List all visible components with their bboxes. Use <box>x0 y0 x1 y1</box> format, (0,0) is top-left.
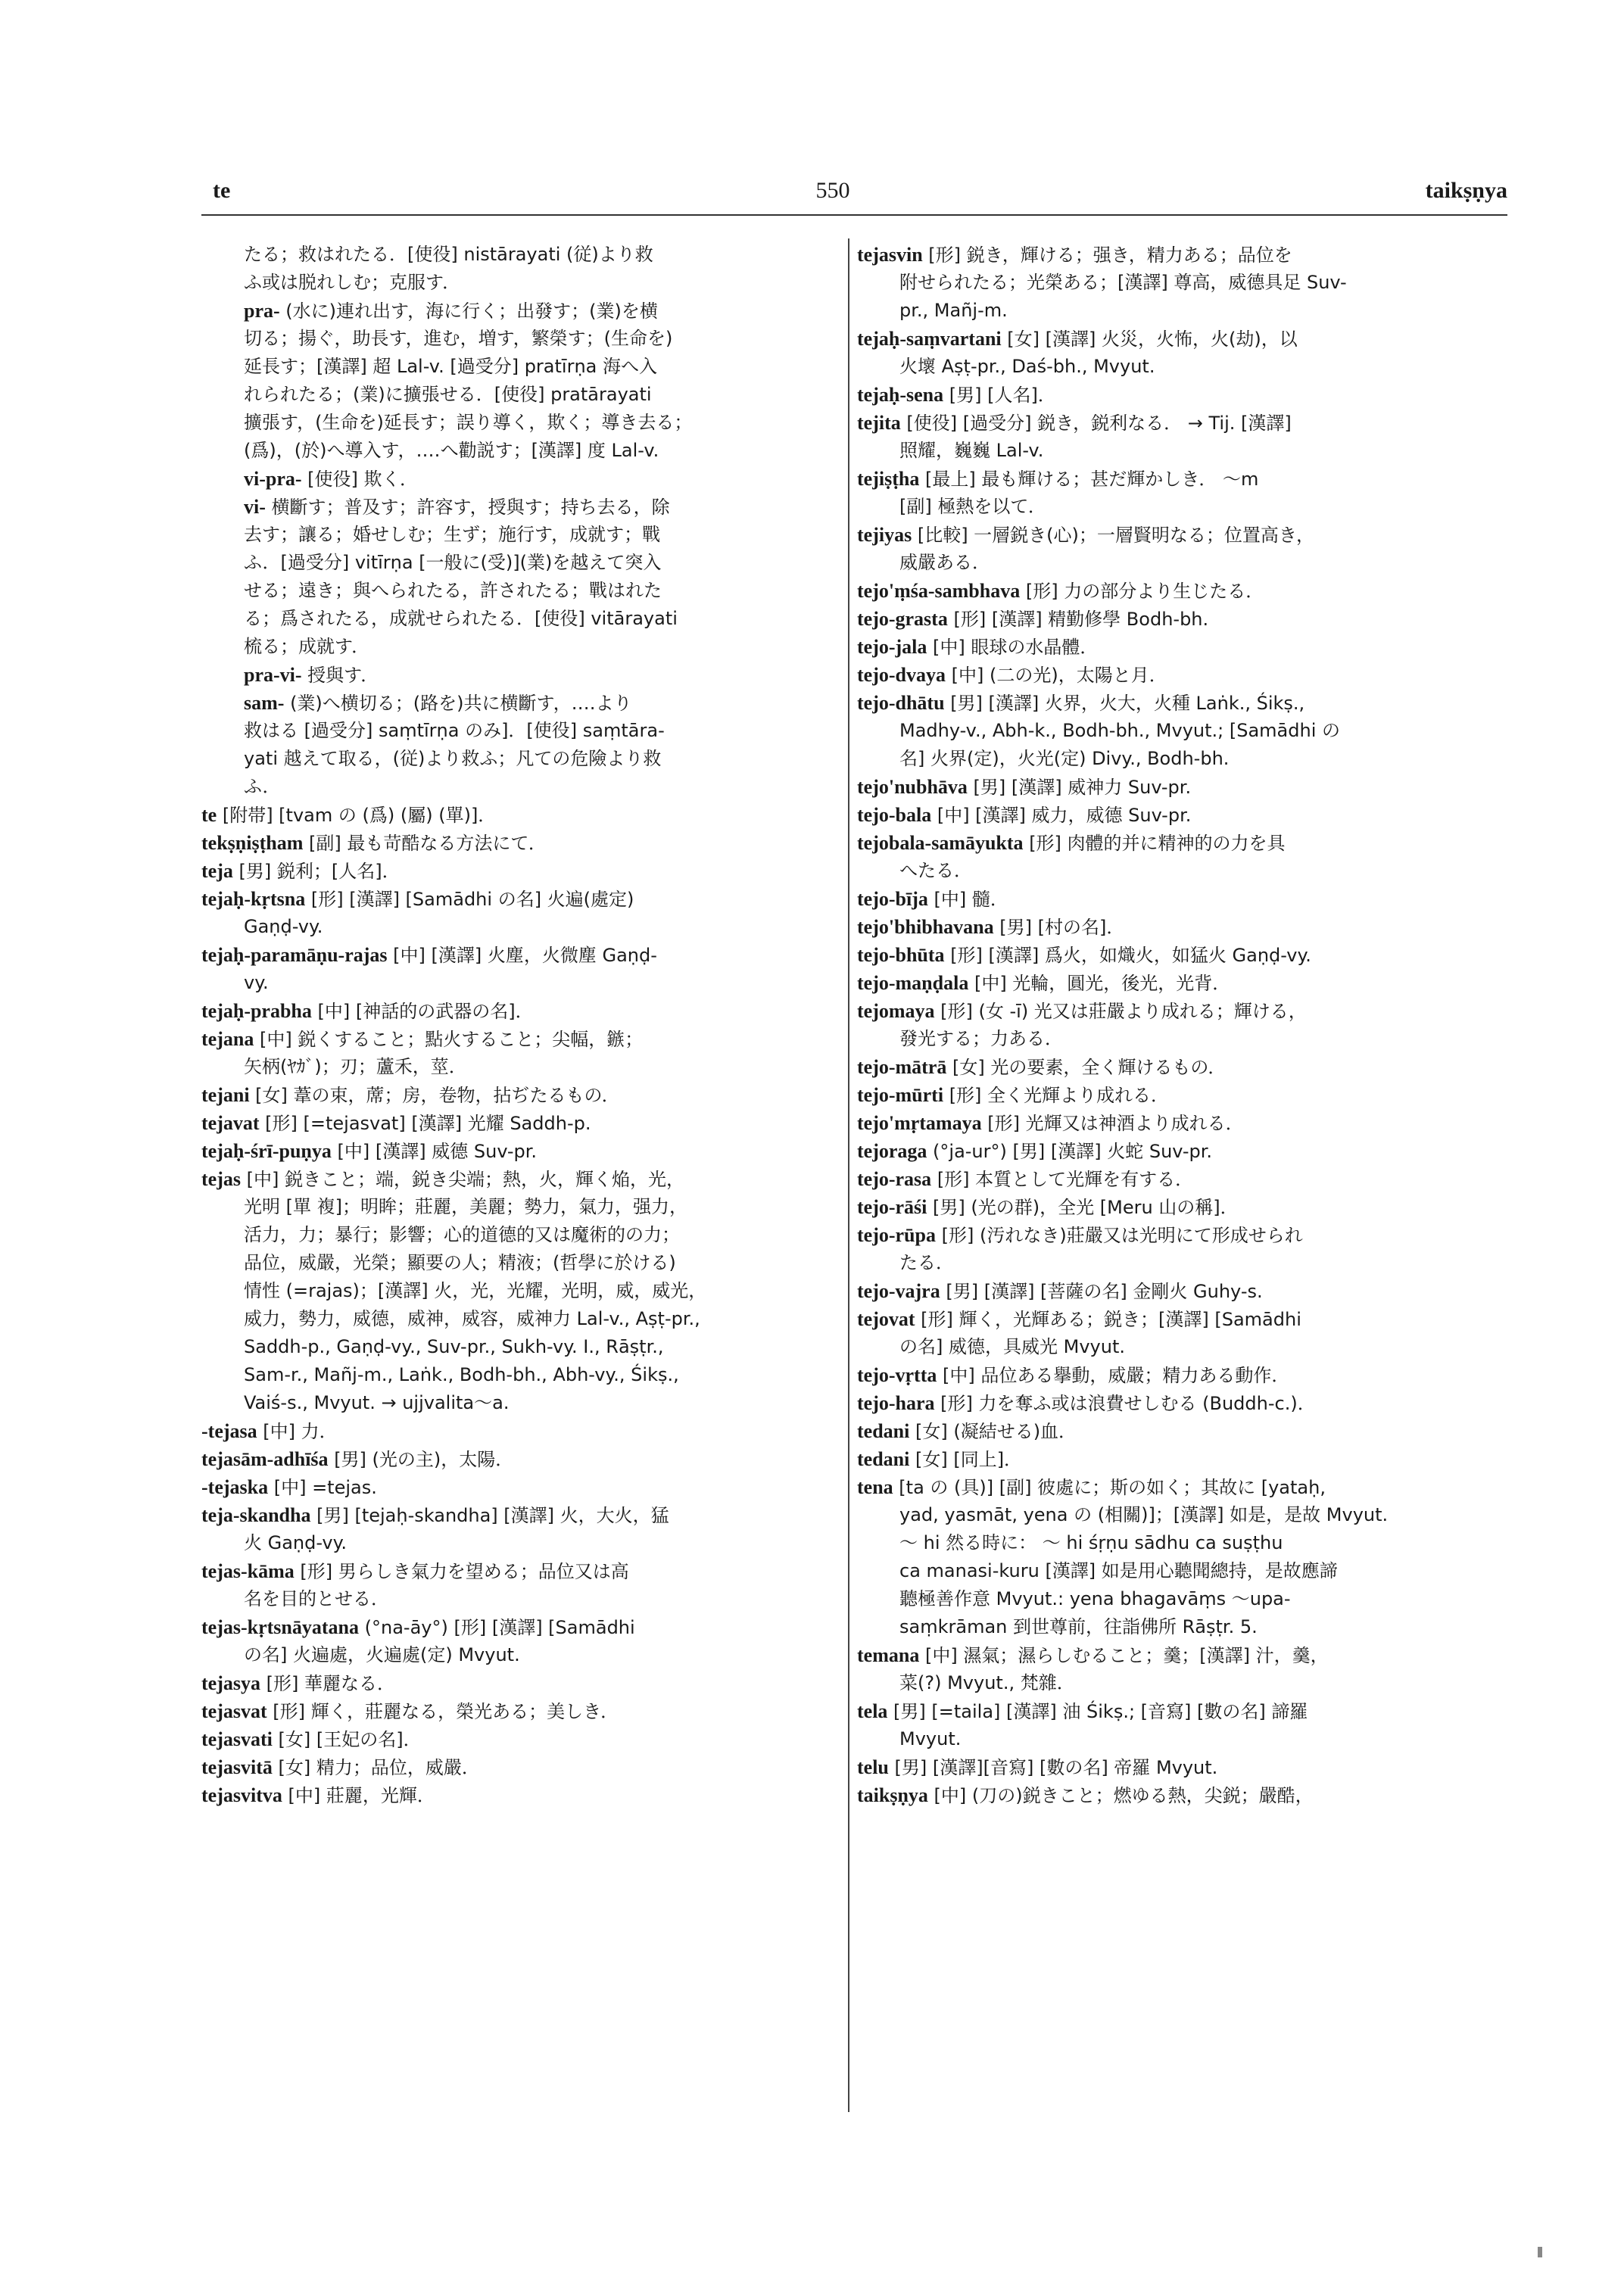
entry-line <box>857 1305 1497 1333</box>
definition-text: [男] [tejaḥ-skandha] [漢譯] 火，大火，猛 <box>310 1505 669 1526</box>
definition-text: [中] (二の光)，太陽と月． <box>945 665 1167 686</box>
definition-text: [形] 全く光輝より成れる． <box>943 1085 1170 1106</box>
entry-line <box>857 1725 1497 1753</box>
entry-line <box>201 1249 830 1277</box>
definition-text: [女] 精力；品位，威嚴． <box>272 1757 480 1778</box>
entry-line <box>201 493 830 521</box>
entry-line <box>857 605 1497 633</box>
definition-text: 照耀，巍巍 Lal-v. <box>899 440 1044 461</box>
definition-text: 名を目的とせる． <box>244 1588 389 1609</box>
headword: telu <box>857 1756 889 1778</box>
entry-line <box>857 409 1497 437</box>
headword: tejas <box>201 1168 241 1190</box>
entry-line <box>201 1165 830 1193</box>
entry-line <box>201 1473 830 1501</box>
definition-text: (業)へ横切る；(路を)共に横斷す，‥‥より <box>284 693 632 714</box>
page-number: 550 <box>815 178 850 203</box>
definition-text: ふ．[過受分] vitīrṇa [一般に(受)](業)を越えて突入 <box>244 552 662 573</box>
entry-line <box>857 493 1497 521</box>
definition-text: [中] [漢譯] 威力，威德 Suv-pr. <box>931 805 1192 826</box>
entry-line <box>201 1445 830 1473</box>
definition-text: の名] 火遍處，火遍處(定) Mvyut. <box>244 1644 520 1665</box>
headword: teja-skandha <box>201 1504 311 1526</box>
definition-text: [形] [漢譯] 精勤修學 Bodh-bh. <box>947 609 1209 630</box>
definition-text: 名] 火界(定)，火光(定) Divy., Bodh-bh. <box>899 748 1230 769</box>
entry-line <box>201 1697 830 1725</box>
entry-line <box>201 549 830 577</box>
headword: tejo-bīja <box>857 888 928 910</box>
headword: tejo-hara <box>857 1392 935 1414</box>
headword: tejasvat <box>201 1700 267 1722</box>
headword: tejo-vajra <box>857 1280 940 1302</box>
definition-text: [男] [=taila] [漢譯] 油 Śikṣ.; [音寫] [數の名] 諦羅 <box>887 1701 1308 1722</box>
entry-line <box>201 1417 830 1445</box>
definition-text: [女] 葦の束，蓆；房，卷物，拈ぢたるもの． <box>249 1085 620 1106</box>
definition-text: [中] (刀の)鋭きこと；燃ゆる熱，尖鋭；嚴酷， <box>927 1785 1314 1806</box>
definition-text: たる；救はれたる．[使役] nistārayati (従)より救 <box>244 244 653 265</box>
entry-line <box>857 437 1497 465</box>
definition-text: 矢柄(ﾔｶﾞ)；刃；蘆禾，莖． <box>244 1056 467 1077</box>
headword: tejo-jala <box>857 636 927 658</box>
definition-text: 延長す；[漢譯] 超 Lal-v. [過受分] pratīrṇa 海へ入 <box>244 356 657 377</box>
entry-line <box>201 829 830 857</box>
definition-text: [男] (光の群)，全光 [Meru 山の稱]． <box>927 1197 1239 1218</box>
entry-line <box>857 1053 1497 1081</box>
definition-text: 聽極善作意 Mvyut.: yena bhagavāṃs 〜upa- <box>899 1588 1291 1609</box>
entry-line <box>857 381 1497 409</box>
entry-line <box>857 1473 1497 1501</box>
definition-text: 發光する；力ある． <box>899 1028 1063 1049</box>
entry-line <box>201 409 830 437</box>
entry-line <box>201 577 830 605</box>
headword: tejo'nubhāva <box>857 776 968 798</box>
definition-text: [中] 力． <box>257 1421 338 1442</box>
entry-line <box>857 1193 1497 1221</box>
definition-text: 火 Gaṇḍ-vy. <box>244 1532 348 1553</box>
entry-line <box>857 1109 1497 1137</box>
entry-line <box>201 1781 830 1809</box>
definition-text: yati 越えて取る，(従)より救ふ；凡ての危險より救 <box>244 748 662 769</box>
entry-line <box>201 353 830 381</box>
definition-text: vy. <box>244 972 269 993</box>
definition-text: [形] 力の部分より生じたる． <box>1020 581 1264 602</box>
headword: sam- <box>244 692 285 714</box>
definition-text: [ta の (具)] [副] 彼處に；斯の如く；其故に [yataḥ, <box>893 1477 1326 1498</box>
definition-text: る；爲されたる，成就せられたる．[使役] vitārayati <box>244 608 678 629</box>
entry-line <box>201 297 830 325</box>
headword: tejo'bhibhavana <box>857 916 994 938</box>
definition-text: 附せられたる；光榮ある；[漢譯] 尊高，威德具足 Suv- <box>899 272 1347 293</box>
definition-text: 救はる [過受分] saṃtīrṇa のみ]．[使役] saṃtāra- <box>244 720 665 741</box>
definition-text: [男] [漢譯] 威神力 Suv-pr. <box>967 777 1192 798</box>
entry-line <box>201 969 830 997</box>
headword: taikṣṇya <box>857 1784 928 1806</box>
entry-line <box>201 1277 830 1305</box>
entry-line <box>857 801 1497 829</box>
running-head-left: te <box>213 178 231 203</box>
entry-line <box>857 297 1497 325</box>
entry-line <box>201 1305 830 1333</box>
headword: tejas-kṛtsnāyatana <box>201 1616 359 1638</box>
definition-text: Mvyut. <box>899 1728 962 1749</box>
entry-line <box>201 1137 830 1165</box>
headword: -tejasa <box>201 1420 257 1442</box>
headword: pra- <box>244 300 280 322</box>
entry-line <box>201 1025 830 1053</box>
entry-line <box>201 1361 830 1389</box>
entry-line <box>857 745 1497 773</box>
entry-line <box>857 465 1497 493</box>
entry-line <box>201 633 830 661</box>
definition-text: [女] [同上]． <box>909 1449 1023 1470</box>
entry-line <box>857 1165 1497 1193</box>
headword: tejaḥ-śrī-puṇya <box>201 1140 332 1162</box>
entry-line <box>201 1529 830 1557</box>
entry-line <box>857 913 1497 941</box>
headword: tejovat <box>857 1308 915 1330</box>
definition-text: [使役] 欺く． <box>301 469 419 490</box>
definition-text: [形] 鋭き，輝ける；强き，精力ある；品位を <box>922 245 1292 266</box>
headword: tejoraga <box>857 1140 927 1162</box>
entry-line <box>201 1193 830 1221</box>
definition-text: [附帯] [tvam の (爲) (屬) (單)]． <box>217 805 497 826</box>
headword: tejasvin <box>857 244 923 266</box>
entry-line <box>857 885 1497 913</box>
headword: teja <box>201 860 233 882</box>
definition-text: [中] 鋭くすること；點火すること；尖幅，鏃； <box>254 1029 644 1050</box>
entry-line <box>857 717 1497 745</box>
entry-line <box>857 325 1497 353</box>
definition-text: 切る；揚ぐ，助長す，進む，増す，繁榮す；(生命を) <box>244 328 673 349</box>
entry-line <box>201 745 830 773</box>
headword: tekṣṇiṣṭham <box>201 832 304 854</box>
headword: tejaḥ-sena <box>857 384 944 406</box>
headword: -tejaska <box>201 1476 269 1498</box>
definition-text: 品位，威嚴，光榮；顯要の人；精液；(哲學に於ける) <box>244 1252 676 1273</box>
definition-text: せる；遠き；與へられたる，許されたる；戰はれた <box>244 580 662 601</box>
definition-text: (水に)連れ出す，海に行く；出發す；(業)を横 <box>279 301 658 322</box>
entry-line <box>857 773 1497 801</box>
entry-line <box>857 689 1497 717</box>
definition-text: [男] [漢譯][音寫] [數の名] 帝羅 Mvyut. <box>888 1757 1218 1778</box>
definition-text: [形] [=tejasvat] [漢譯] 光耀 Saddh-p. <box>259 1113 591 1134</box>
headword: tejo'ṃśa-sambhava <box>857 580 1021 602</box>
definition-text: [男] [村の名]． <box>993 917 1125 938</box>
definition-text: [男] [漢譯] [菩薩の名] 金剛火 Guhy-s. <box>940 1281 1263 1302</box>
entry-line <box>857 1613 1497 1641</box>
definition-text: [形] [漢譯] [Samādhi の名] 火遍(處定) <box>305 889 634 910</box>
headword: tejo-dvaya <box>857 664 946 686</box>
entry-line <box>857 1697 1497 1725</box>
entry-line <box>201 1613 830 1641</box>
entry-line <box>857 1641 1497 1669</box>
definition-text: [中] 鋭きこと；端，鋭き尖端；熱，火，輝く焔，光， <box>240 1169 684 1190</box>
headword: tejaḥ-prabha <box>201 1000 312 1022</box>
entry-line <box>857 941 1497 969</box>
definition-text: [形] [漢譯] 爲火，如熾火，如猛火 Gaṇḍ-vy. <box>944 945 1311 966</box>
entry-line <box>857 1669 1497 1697</box>
entry-line <box>201 689 830 717</box>
definition-text: (°ja-ur°) [男] [漢譯] 火蛇 Suv-pr. <box>927 1141 1213 1162</box>
definition-text: [形] 力を奪ふ或は浪費せしむる (Buddh-c.)． <box>934 1393 1316 1414</box>
headword: tejani <box>201 1084 250 1106</box>
entry-line <box>857 1389 1497 1417</box>
headword: pra-vi- <box>244 664 302 686</box>
entry-line <box>857 1081 1497 1109</box>
headword: tejo-rāśi <box>857 1196 927 1218</box>
column-divider <box>848 238 849 2112</box>
entry-line <box>201 885 830 913</box>
entry-line <box>201 857 830 885</box>
definition-text: 擴張す，(生命を)延長す；誤り導く，欺く；導き去る； <box>244 412 693 433</box>
headword: tejo-rasa <box>857 1168 932 1190</box>
headword: tejasya <box>201 1672 260 1694</box>
definition-text: Sam-r., Mañj-m., Laṅk., Bodh-bh., Abh-vy., Śikṣ., <box>244 1364 679 1385</box>
entry-line <box>201 1753 830 1781</box>
entry-line <box>201 1725 830 1753</box>
entry-line <box>201 1053 830 1081</box>
definition-text: [形] (女 -ī) 光又は莊嚴より成れる；輝ける， <box>934 1001 1307 1022</box>
definition-text: [中] [漢譯] 火塵，火微塵 Gaṇḍ- <box>387 945 657 966</box>
headword: tejana <box>201 1028 254 1050</box>
entry-line <box>857 1137 1497 1165</box>
headword: te <box>201 804 217 826</box>
definition-text: Gaṇḍ-vy. <box>244 916 323 937</box>
entry-line <box>201 1501 830 1529</box>
headword: tedani <box>857 1420 910 1442</box>
definition-text: [男] [漢譯] 火界，火大，火種 Laṅk., Śikṣ., <box>944 693 1305 714</box>
headword: tejasvati <box>201 1728 273 1750</box>
headword: tejasām-adhīśa <box>201 1448 329 1470</box>
headword: tejomaya <box>857 1000 935 1022</box>
definition-text: Saddh-p., Gaṇḍ-vy., Suv-pr., Sukh-vy. I., Rāṣṭr., <box>244 1336 664 1357</box>
definition-text: [形] 本質として光輝を有する． <box>931 1169 1194 1190</box>
definition-text: [中] 莊麗，光輝． <box>282 1785 435 1806</box>
definition-text: [比較] 一層鋭き(心)；一層賢明なる；位置高き， <box>912 525 1314 546</box>
entry-line <box>857 549 1497 577</box>
entry-line <box>857 269 1497 297</box>
definition-text: 横斷す；普及す；許容す，授與す；持ち去る，除 <box>265 497 670 518</box>
running-head-right: taikṣṇya <box>1425 178 1507 203</box>
definition-text: 梳る；成就す． <box>244 636 370 657</box>
definition-text: 威嚴ある． <box>899 552 990 573</box>
right-column <box>857 241 1497 1809</box>
entry-line <box>201 773 830 801</box>
entry-line <box>857 1221 1497 1249</box>
definition-text: [形] 肉體的并に精神的の力を具 <box>1023 833 1286 854</box>
headword: vi- <box>244 496 266 518</box>
headword: tejaḥ-saṃvartani <box>857 328 1002 350</box>
entry-line <box>857 577 1497 605</box>
definition-text: 去す；讓る；婚せしむ；生ず；施行す，成就す；戰 <box>244 524 661 545</box>
headword: temana <box>857 1644 920 1666</box>
entry-line <box>857 1417 1497 1445</box>
entry-line <box>857 1333 1497 1361</box>
definition-text: ca manasi-kuru [漢譯] 如是用心聽聞總持，是故應諦 <box>899 1560 1338 1581</box>
definition-text: [使役] [過受分] 鋭き，鋭利なる． → Tij. [漢譯] <box>900 413 1292 434</box>
entry-line <box>201 717 830 745</box>
entry-line <box>201 521 830 549</box>
entry-line <box>857 1249 1497 1277</box>
entry-line <box>201 381 830 409</box>
entry-line <box>857 633 1497 661</box>
entry-line <box>857 857 1497 885</box>
header-rule <box>201 214 1507 216</box>
entry-line <box>201 997 830 1025</box>
entry-line <box>201 1221 830 1249</box>
definition-text: [副] 極熱を以て． <box>899 496 1046 517</box>
entry-line <box>201 1389 830 1417</box>
entry-line <box>201 1641 830 1669</box>
definition-text: [形] (汚れなき)莊嚴又は光明にて形成せられ <box>935 1225 1303 1246</box>
left-column <box>201 241 830 1809</box>
entry-line <box>201 1333 830 1361</box>
headword: tejo-bala <box>857 804 932 826</box>
entry-line <box>857 353 1497 381</box>
definition-text: [形] 華麗なる． <box>260 1673 395 1694</box>
definition-text: yad, yasmāt, yena の (相關)]；[漢譯] 如是，是故 Mvyut. <box>899 1504 1389 1525</box>
definition-text: [中] [神話的の武器の名]． <box>311 1001 534 1022</box>
entry-line <box>857 1557 1497 1585</box>
definition-text: [中] 品位ある擧動，威嚴；精力ある動作． <box>937 1365 1290 1386</box>
definition-text: [形] 男らしき氣力を望める；品位又は高 <box>294 1561 629 1582</box>
definition-text: [形] 光輝又は神酒より成れる． <box>981 1113 1244 1134</box>
definition-text: Vaiś-s., Mvyut. → ujjvalita〜a. <box>244 1392 510 1413</box>
headword: tejaḥ-paramāṇu-rajas <box>201 944 388 966</box>
headword: tejo'mṛtamaya <box>857 1112 982 1134</box>
definition-text: [男] (光の主)，太陽． <box>328 1449 514 1470</box>
definition-text: 授與す． <box>301 665 379 686</box>
headword: tejo-maṇḍala <box>857 972 969 994</box>
definition-text: [形] 輝く，光輝ある；鋭き；[漢譯] [Samādhi <box>915 1309 1301 1330</box>
headword: tejo-mūrti <box>857 1084 944 1106</box>
entry-line <box>857 1529 1497 1557</box>
entry-line <box>857 241 1497 269</box>
definition-text: [最上] 最も輝ける；甚だ輝かしき． 〜m <box>919 469 1259 490</box>
headword: tejo-rūpa <box>857 1224 936 1246</box>
definition-text: ふ或は脱れしむ；克服す． <box>244 272 461 293</box>
entry-line <box>857 997 1497 1025</box>
entry-line <box>201 465 830 493</box>
definition-text: 光明 [單 複]；明眸；莊麗，美麗；勢力，氣力，强力， <box>244 1196 687 1217</box>
definition-text: 情性 (=rajas)；[漢譯] 火，光，光耀，光明，威，威光， <box>244 1280 707 1301</box>
definition-text: たる． <box>899 1252 954 1273</box>
definition-text: 威力，勢力，威德，威神，威容，威神力 Lal-v., Aṣṭ-pr., <box>244 1308 700 1329</box>
entry-line <box>201 801 830 829</box>
entry-line <box>857 661 1497 689</box>
entry-line <box>857 1781 1497 1809</box>
definition-text: 〜 hi 然る時に： 〜 hi śṛṇu sādhu ca suṣṭhu <box>899 1532 1283 1553</box>
definition-text: [中] 濕氣；濕らしむること；羹；[漢譯] 汁，羹， <box>919 1645 1329 1666</box>
entry-line <box>201 1669 830 1697</box>
definition-text: [形] 輝く，莊麗なる，榮光ある；美しき． <box>267 1701 619 1722</box>
definition-text: (爲)，(於)へ導入す，‥‥へ勸説す；[漢譯] 度 Lal-v. <box>244 440 659 461</box>
definition-text: [副] 最も苛酷なる方法にて． <box>303 833 547 854</box>
entry-line <box>857 521 1497 549</box>
entry-line <box>201 661 830 689</box>
entry-line <box>201 1585 830 1613</box>
entry-line <box>857 1025 1497 1053</box>
definition-text: へたる． <box>899 860 972 881</box>
headword: tejavat <box>201 1112 260 1134</box>
definition-text: [女] [王妃の名]． <box>272 1729 422 1750</box>
entry-line <box>857 1445 1497 1473</box>
definition-text: 火壞 Aṣṭ-pr., Daś-bh., Mvyut. <box>899 356 1155 377</box>
headword: tejiyas <box>857 524 912 546</box>
headword: tela <box>857 1700 888 1722</box>
definition-text: [中] =tejas. <box>268 1477 377 1498</box>
entry-line <box>201 269 830 297</box>
definition-text: [女] 光の要素，全く輝けるもの． <box>946 1057 1227 1078</box>
definition-text: の名] 威德，具威光 Mvyut. <box>899 1336 1125 1357</box>
entry-line <box>857 1277 1497 1305</box>
headword: tejiṣṭha <box>857 468 920 490</box>
headword: tejobala-samāyukta <box>857 832 1024 854</box>
definition-text: saṃkrāman 到世尊前，往詣佛所 Rāṣṭr. 5. <box>899 1616 1258 1637</box>
definition-text: [男] 鋭利；[人名]． <box>232 861 401 882</box>
definition-text: Madhy-v., Abh-k., Bodh-bh., Mvyut.; [Samādhi の <box>899 720 1340 741</box>
definition-text: [男] [人名]． <box>943 385 1056 406</box>
entry-line <box>201 325 830 353</box>
entry-line <box>201 241 830 269</box>
entry-line <box>857 1585 1497 1613</box>
entry-line <box>201 1557 830 1585</box>
entry-line <box>201 1081 830 1109</box>
headword: tejo-grasta <box>857 608 948 630</box>
entry-line <box>857 829 1497 857</box>
definition-text: [女] [漢譯] 火災，火怖，火(劫)，以 <box>1001 329 1298 350</box>
headword: vi-pra- <box>244 468 302 490</box>
definition-text: ふ． <box>244 776 281 797</box>
headword: tena <box>857 1476 893 1498</box>
entry-line <box>201 1109 830 1137</box>
definition-text: [女] (凝結せる)血． <box>909 1421 1077 1442</box>
definition-text: [中] 髓． <box>927 889 1008 910</box>
entry-line <box>857 969 1497 997</box>
headword: tejo-vṛtta <box>857 1364 937 1386</box>
entry-line <box>857 1361 1497 1389</box>
headword: tejo-mātrā <box>857 1056 947 1078</box>
entry-line <box>201 913 830 941</box>
headword: tejita <box>857 412 901 434</box>
headword: tejasvitā <box>201 1756 273 1778</box>
headword: tejas-kāma <box>201 1560 295 1582</box>
definition-text: [中] 眼球の水晶體． <box>927 637 1099 658</box>
entry-line <box>857 1501 1497 1529</box>
margin-mark <box>1538 2247 1542 2257</box>
headword: tejasvitva <box>201 1784 282 1806</box>
definition-text: (°na-āy°) [形] [漢譯] [Samādhi <box>359 1617 635 1638</box>
headword: tedani <box>857 1448 910 1470</box>
definition-text: れられたる；(業)に擴張せる．[使役] pratārayati <box>244 384 652 405</box>
entry-line <box>201 941 830 969</box>
entry-line <box>857 1753 1497 1781</box>
headword: tejo-dhātu <box>857 692 945 714</box>
definition-text: [中] 光輪，圓光，後光，光背． <box>968 973 1231 994</box>
definition-text: 活力，力；暴行；影響；心的道德的又は魔術的の力； <box>244 1224 680 1245</box>
entry-line <box>201 437 830 465</box>
definition-text: pr., Mañj-m. <box>899 300 1008 321</box>
definition-text: [中] [漢譯] 威德 Suv-pr. <box>331 1141 538 1162</box>
entry-line <box>201 605 830 633</box>
definition-text: 菜(?) Mvyut., 梵雜． <box>899 1672 1075 1693</box>
headword: tejo-bhūta <box>857 944 945 966</box>
headword: tejaḥ-kṛtsna <box>201 888 306 910</box>
